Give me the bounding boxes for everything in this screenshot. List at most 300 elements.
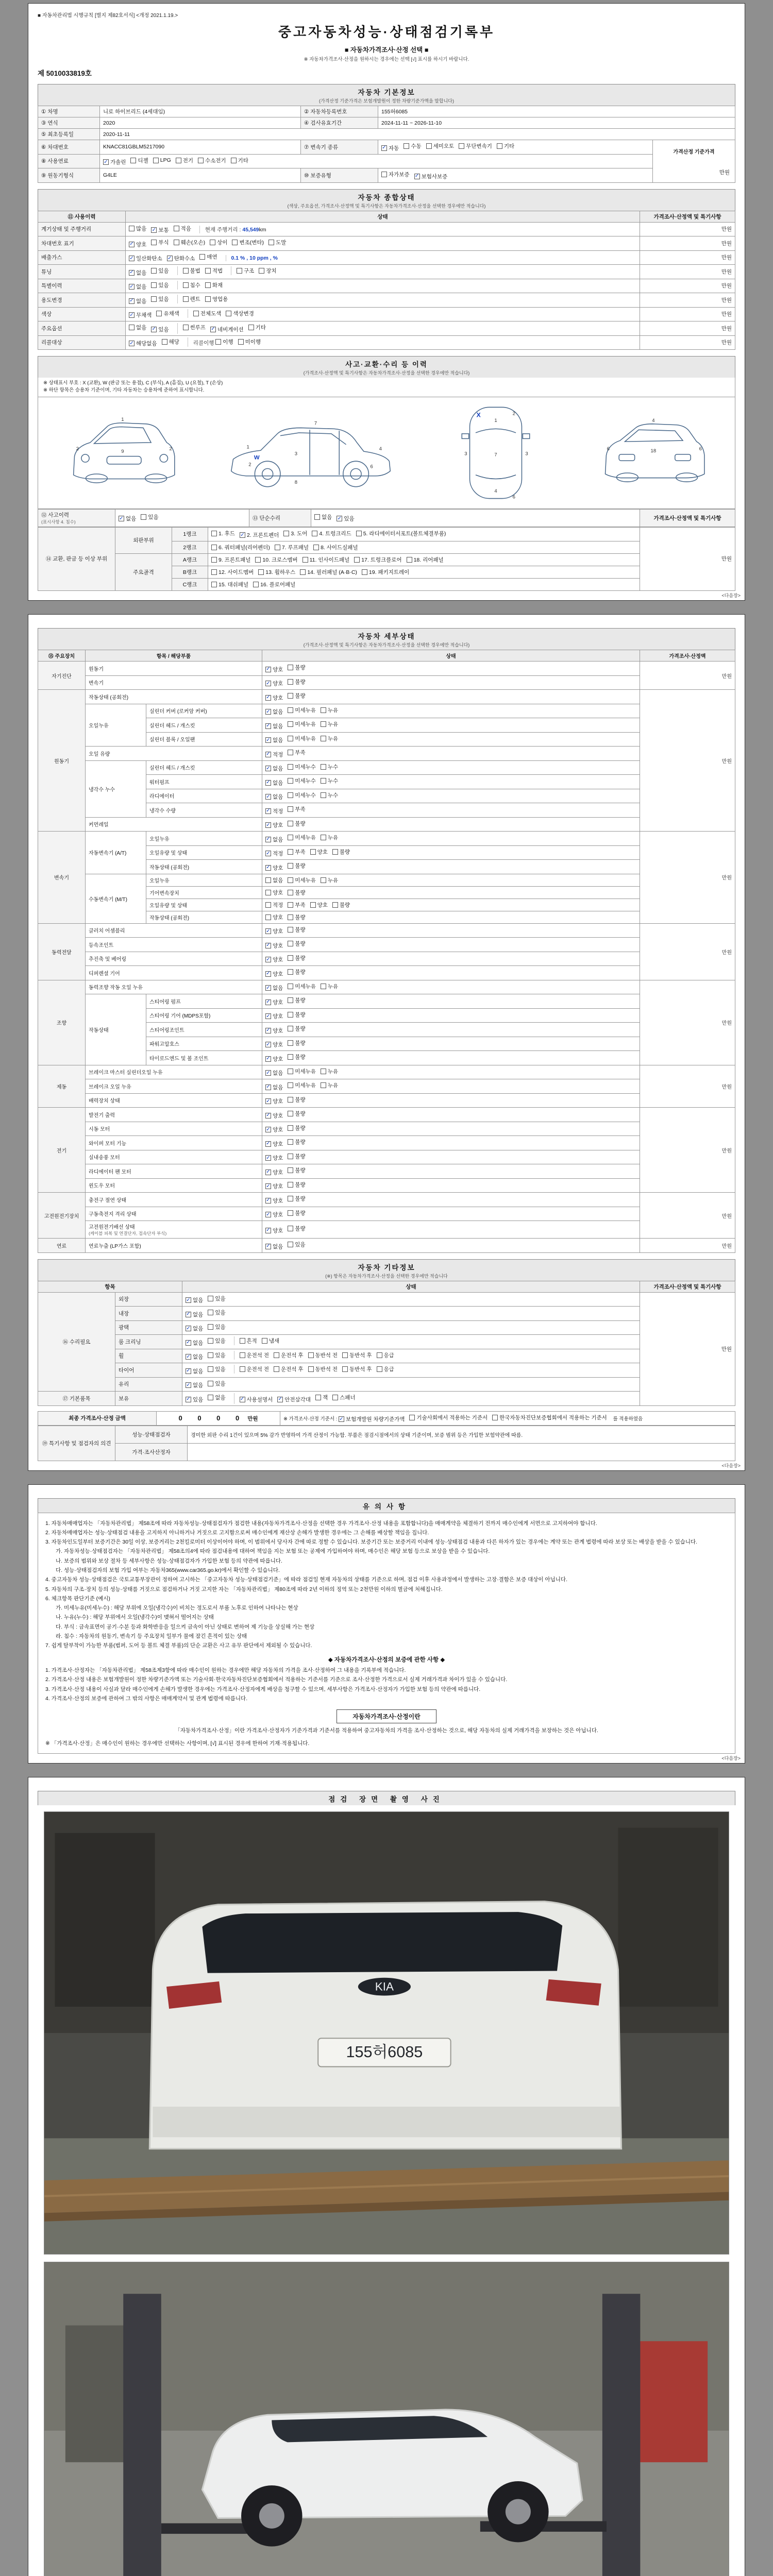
checkbox[interactable] xyxy=(274,1366,279,1372)
checkbox-option[interactable] xyxy=(129,225,146,232)
checkbox[interactable] xyxy=(288,955,293,961)
checkbox[interactable]: ✓ xyxy=(266,666,271,672)
checkbox-option[interactable] xyxy=(151,295,169,303)
checkbox-option[interactable] xyxy=(407,556,444,564)
checkbox[interactable]: ✓ xyxy=(337,515,342,521)
checkbox-option[interactable] xyxy=(288,820,305,827)
checkbox-option[interactable] xyxy=(259,267,276,275)
checkbox-option[interactable] xyxy=(119,515,136,522)
checkbox[interactable]: ✓ xyxy=(266,793,271,800)
checkbox[interactable]: ✓ xyxy=(266,1169,271,1175)
checkbox[interactable]: ✓ xyxy=(266,1056,271,1061)
checkbox-option[interactable] xyxy=(288,1039,305,1047)
checkbox[interactable]: ✓ xyxy=(129,340,134,346)
checkbox-option[interactable] xyxy=(237,267,254,275)
checkbox-option[interactable] xyxy=(310,901,328,909)
checkbox-option[interactable] xyxy=(497,142,514,150)
checkbox[interactable]: ✓ xyxy=(129,283,134,290)
checkbox[interactable] xyxy=(211,569,217,575)
checkbox[interactable] xyxy=(226,311,231,316)
checkbox-option[interactable] xyxy=(151,239,169,246)
checkbox-option[interactable] xyxy=(265,793,283,801)
checkbox[interactable] xyxy=(208,1395,213,1400)
checkbox[interactable] xyxy=(313,545,319,550)
checkbox-option[interactable] xyxy=(129,255,162,262)
checkbox-option[interactable] xyxy=(240,1396,273,1403)
checkbox[interactable] xyxy=(265,902,271,908)
checkbox[interactable]: ✓ xyxy=(339,1416,344,1422)
checkbox-option[interactable] xyxy=(211,556,250,564)
checkbox[interactable] xyxy=(288,821,293,826)
checkbox[interactable] xyxy=(288,1082,293,1088)
checkbox-option[interactable] xyxy=(265,1055,283,1063)
checkbox-option[interactable] xyxy=(208,1295,225,1302)
checkbox-option[interactable] xyxy=(377,1351,394,1359)
checkbox-option[interactable] xyxy=(268,239,286,246)
checkbox[interactable] xyxy=(174,240,179,245)
checkbox-option[interactable] xyxy=(288,1181,305,1189)
checkbox[interactable] xyxy=(288,679,293,685)
checkbox[interactable] xyxy=(321,721,326,727)
checkbox-option[interactable] xyxy=(129,269,146,277)
checkbox[interactable] xyxy=(232,240,238,245)
checkbox-option[interactable] xyxy=(265,807,283,815)
checkbox-option[interactable] xyxy=(265,722,283,730)
checkbox-option[interactable] xyxy=(288,763,316,771)
checkbox-option[interactable] xyxy=(288,876,316,884)
checkbox-option[interactable] xyxy=(321,763,338,771)
checkbox[interactable] xyxy=(208,1296,213,1301)
checkbox-option[interactable] xyxy=(288,862,305,870)
checkbox[interactable] xyxy=(492,1415,498,1420)
checkbox-option[interactable] xyxy=(176,157,193,164)
checkbox[interactable] xyxy=(288,927,293,933)
checkbox[interactable]: ✓ xyxy=(167,255,172,261)
checkbox[interactable] xyxy=(288,941,293,946)
checkbox[interactable] xyxy=(288,1182,293,1188)
checkbox[interactable] xyxy=(265,890,271,895)
checkbox-option[interactable] xyxy=(240,531,279,539)
checkbox-option[interactable] xyxy=(321,876,338,884)
checkbox[interactable]: ✓ xyxy=(186,1382,191,1388)
checkbox[interactable] xyxy=(354,557,360,563)
checkbox-option[interactable] xyxy=(288,720,316,728)
checkbox-option[interactable] xyxy=(288,678,305,686)
checkbox-option[interactable] xyxy=(288,735,316,742)
checkbox-option[interactable] xyxy=(288,1067,316,1075)
checkbox[interactable]: ✓ xyxy=(266,985,271,991)
checkbox-option[interactable] xyxy=(265,850,283,857)
checkbox[interactable] xyxy=(211,557,217,563)
checkbox[interactable] xyxy=(310,902,316,908)
checkbox[interactable] xyxy=(153,158,159,163)
checkbox[interactable] xyxy=(265,877,271,883)
checkbox-option[interactable] xyxy=(321,791,338,799)
checkbox-option[interactable] xyxy=(315,1394,328,1401)
checkbox-option[interactable] xyxy=(288,706,316,714)
checkbox-option[interactable] xyxy=(265,1182,283,1190)
checkbox-option[interactable] xyxy=(321,834,338,841)
checkbox-option[interactable] xyxy=(275,544,309,551)
checkbox-option[interactable] xyxy=(186,1381,203,1389)
checkbox[interactable] xyxy=(303,557,308,563)
checkbox-option[interactable] xyxy=(277,1396,311,1403)
checkbox-option[interactable] xyxy=(208,1323,225,1331)
checkbox[interactable] xyxy=(199,254,205,260)
checkbox-option[interactable] xyxy=(303,556,350,564)
checkbox[interactable] xyxy=(377,1366,382,1372)
checkbox[interactable] xyxy=(288,997,293,1003)
checkbox[interactable]: ✓ xyxy=(266,822,271,828)
checkbox-option[interactable] xyxy=(183,295,200,303)
checkbox[interactable] xyxy=(459,143,464,149)
checkbox[interactable] xyxy=(404,143,409,149)
checkbox-option[interactable] xyxy=(156,310,179,317)
checkbox[interactable] xyxy=(288,1097,293,1103)
checkbox[interactable] xyxy=(274,1352,279,1358)
checkbox[interactable] xyxy=(183,296,189,302)
checkbox[interactable]: ✓ xyxy=(266,1084,271,1090)
checkbox[interactable] xyxy=(315,1395,321,1400)
checkbox-option[interactable] xyxy=(186,1311,203,1318)
checkbox-option[interactable] xyxy=(265,970,283,978)
checkbox-option[interactable] xyxy=(332,848,350,856)
checkbox-option[interactable] xyxy=(321,777,338,785)
checkbox-option[interactable] xyxy=(153,157,171,163)
checkbox[interactable]: ✓ xyxy=(240,532,245,538)
checkbox-option[interactable] xyxy=(211,568,254,576)
checkbox[interactable]: ✓ xyxy=(266,1112,271,1118)
checkbox[interactable] xyxy=(288,778,293,784)
checkbox[interactable]: ✓ xyxy=(266,836,271,842)
checkbox[interactable] xyxy=(198,158,204,163)
checkbox-option[interactable] xyxy=(342,1365,372,1373)
checkbox-option[interactable] xyxy=(265,1227,283,1234)
checkbox[interactable] xyxy=(283,531,289,536)
checkbox[interactable]: ✓ xyxy=(266,723,271,728)
checkbox-option[interactable] xyxy=(199,253,217,261)
checkbox-option[interactable] xyxy=(288,926,305,934)
checkbox-option[interactable] xyxy=(288,1138,305,1146)
checkbox-option[interactable] xyxy=(265,1027,283,1035)
checkbox[interactable]: ✓ xyxy=(266,694,271,700)
checkbox-option[interactable] xyxy=(288,913,305,921)
checkbox[interactable] xyxy=(288,890,293,895)
checkbox-option[interactable] xyxy=(208,1394,225,1401)
checkbox-option[interactable] xyxy=(459,142,492,150)
checkbox-option[interactable] xyxy=(210,239,227,246)
checkbox[interactable] xyxy=(332,1395,338,1400)
checkbox-option[interactable] xyxy=(265,1211,283,1218)
checkbox-option[interactable] xyxy=(265,901,283,909)
checkbox[interactable] xyxy=(183,282,189,288)
checkbox[interactable]: ✓ xyxy=(129,255,134,261)
checkbox[interactable]: ✓ xyxy=(266,680,271,686)
checkbox[interactable] xyxy=(288,1139,293,1145)
checkbox-option[interactable] xyxy=(381,144,399,152)
checkbox-option[interactable] xyxy=(265,736,283,744)
checkbox-option[interactable] xyxy=(362,568,409,576)
checkbox[interactable]: ✓ xyxy=(266,1155,271,1161)
checkbox-option[interactable] xyxy=(321,706,338,714)
checkbox[interactable] xyxy=(308,1366,314,1372)
checkbox[interactable]: ✓ xyxy=(266,1141,271,1146)
checkbox-option[interactable] xyxy=(174,225,191,232)
checkbox[interactable]: ✓ xyxy=(119,515,124,521)
checkbox-option[interactable] xyxy=(288,968,305,976)
checkbox-option[interactable] xyxy=(226,310,254,317)
checkbox[interactable]: ✓ xyxy=(129,241,134,247)
checkbox-option[interactable] xyxy=(265,1140,283,1148)
checkbox[interactable]: ✓ xyxy=(129,269,134,275)
checkbox[interactable]: ✓ xyxy=(266,1126,271,1132)
checkbox-option[interactable] xyxy=(198,157,226,164)
checkbox-option[interactable] xyxy=(321,1081,338,1089)
checkbox[interactable] xyxy=(288,736,293,741)
checkbox-option[interactable] xyxy=(377,1365,394,1373)
checkbox[interactable]: ✓ xyxy=(266,971,271,976)
checkbox-option[interactable] xyxy=(288,791,316,799)
checkbox[interactable]: ✓ xyxy=(186,1340,191,1345)
checkbox[interactable] xyxy=(211,531,217,536)
checkbox[interactable]: ✓ xyxy=(278,1396,282,1402)
checkbox-option[interactable] xyxy=(186,1296,203,1304)
checkbox-option[interactable] xyxy=(265,876,283,884)
checkbox-option[interactable] xyxy=(314,513,332,521)
checkbox-option[interactable] xyxy=(129,324,146,331)
checkbox-option[interactable] xyxy=(288,889,305,896)
checkbox-option[interactable] xyxy=(103,158,126,166)
checkbox-option[interactable] xyxy=(265,956,283,963)
checkbox-option[interactable] xyxy=(265,1083,283,1091)
checkbox-option[interactable] xyxy=(288,901,305,909)
checkbox-option[interactable] xyxy=(265,1112,283,1120)
checkbox-option[interactable] xyxy=(211,581,248,588)
checkbox[interactable] xyxy=(151,296,157,302)
checkbox[interactable] xyxy=(321,764,326,770)
checkbox[interactable]: ✓ xyxy=(266,1027,271,1033)
checkbox[interactable] xyxy=(268,240,274,245)
checkbox-option[interactable] xyxy=(337,515,354,522)
checkbox-option[interactable] xyxy=(288,1053,305,1061)
checkbox-option[interactable] xyxy=(130,157,148,164)
checkbox-option[interactable] xyxy=(253,581,295,588)
checkbox-option[interactable] xyxy=(208,1337,225,1345)
checkbox[interactable]: ✓ xyxy=(186,1396,191,1402)
checkbox[interactable] xyxy=(253,582,259,587)
checkbox-option[interactable] xyxy=(414,173,448,180)
checkbox[interactable] xyxy=(288,1111,293,1116)
checkbox-option[interactable] xyxy=(205,267,223,275)
checkbox[interactable] xyxy=(288,721,293,727)
checkbox[interactable]: ✓ xyxy=(266,708,271,715)
checkbox[interactable] xyxy=(255,557,261,563)
checkbox-option[interactable] xyxy=(211,544,270,551)
checkbox-option[interactable] xyxy=(312,530,351,537)
checkbox[interactable] xyxy=(205,296,211,302)
checkbox[interactable]: ✓ xyxy=(186,1325,191,1331)
checkbox[interactable] xyxy=(156,311,162,316)
checkbox[interactable] xyxy=(288,1012,293,1018)
checkbox-option[interactable] xyxy=(265,864,283,872)
checkbox-option[interactable] xyxy=(265,1097,283,1105)
checkbox[interactable] xyxy=(409,1415,415,1420)
checkbox-option[interactable] xyxy=(288,982,316,990)
checkbox-option[interactable] xyxy=(321,735,338,742)
checkbox[interactable]: ✓ xyxy=(266,751,271,757)
checkbox-option[interactable] xyxy=(265,779,283,787)
checkbox-option[interactable] xyxy=(332,901,350,909)
checkbox[interactable]: ✓ xyxy=(266,928,271,934)
checkbox[interactable] xyxy=(288,1040,293,1046)
checkbox-option[interactable] xyxy=(265,708,283,716)
checkbox-option[interactable] xyxy=(288,1096,305,1104)
checkbox-option[interactable] xyxy=(288,848,305,856)
checkbox-option[interactable] xyxy=(288,1081,316,1089)
checkbox[interactable] xyxy=(407,557,412,563)
checkbox-option[interactable] xyxy=(129,297,146,305)
checkbox-option[interactable] xyxy=(265,765,283,772)
checkbox-option[interactable] xyxy=(283,530,307,537)
checkbox[interactable] xyxy=(288,1226,293,1231)
checkbox-option[interactable] xyxy=(288,805,305,813)
checkbox[interactable] xyxy=(426,143,432,149)
checkbox-option[interactable] xyxy=(265,1126,283,1133)
checkbox-option[interactable] xyxy=(300,568,357,576)
checkbox[interactable] xyxy=(141,514,146,520)
checkbox[interactable]: ✓ xyxy=(266,737,271,743)
checkbox[interactable] xyxy=(288,1196,293,1201)
checkbox[interactable]: ✓ xyxy=(266,1243,271,1249)
checkbox-option[interactable] xyxy=(151,326,169,333)
checkbox[interactable] xyxy=(288,1125,293,1131)
checkbox-option[interactable] xyxy=(174,239,206,246)
checkbox[interactable] xyxy=(321,984,326,989)
checkbox[interactable] xyxy=(497,143,502,149)
checkbox-option[interactable] xyxy=(186,1339,203,1347)
checkbox-option[interactable] xyxy=(265,942,283,950)
checkbox[interactable]: ✓ xyxy=(266,1098,271,1104)
checkbox-option[interactable] xyxy=(265,1041,283,1048)
checkbox[interactable]: ✓ xyxy=(186,1311,191,1317)
checkbox[interactable]: ✓ xyxy=(211,326,215,332)
checkbox[interactable]: ✓ xyxy=(266,1183,271,1189)
checkbox-option[interactable] xyxy=(240,1365,270,1373)
checkbox-option[interactable] xyxy=(183,281,200,289)
checkbox[interactable] xyxy=(288,1210,293,1216)
checkbox[interactable] xyxy=(151,240,157,245)
checkbox-option[interactable] xyxy=(265,836,283,843)
checkbox[interactable]: ✓ xyxy=(104,159,108,165)
checkbox[interactable] xyxy=(208,1366,213,1372)
checkbox-option[interactable] xyxy=(288,996,305,1004)
checkbox-option[interactable] xyxy=(288,1124,305,1132)
checkbox[interactable] xyxy=(381,172,387,177)
checkbox-option[interactable] xyxy=(354,556,401,564)
checkbox-option[interactable] xyxy=(186,1367,203,1375)
checkbox[interactable] xyxy=(342,1366,348,1372)
checkbox[interactable]: ✓ xyxy=(266,765,271,771)
checkbox-option[interactable] xyxy=(215,338,233,346)
checkbox-option[interactable] xyxy=(205,281,223,289)
checkbox[interactable] xyxy=(321,835,326,840)
checkbox-option[interactable] xyxy=(274,1365,304,1373)
checkbox-option[interactable] xyxy=(288,940,305,947)
checkbox[interactable] xyxy=(321,877,326,883)
checkbox[interactable] xyxy=(258,569,264,575)
checkbox-option[interactable] xyxy=(265,1069,283,1077)
checkbox[interactable] xyxy=(321,1069,326,1074)
checkbox-option[interactable] xyxy=(288,1225,305,1232)
checkbox[interactable] xyxy=(288,1167,293,1173)
checkbox[interactable] xyxy=(288,902,293,908)
checkbox[interactable] xyxy=(208,1352,213,1358)
checkbox-option[interactable] xyxy=(332,1394,355,1401)
checkbox-option[interactable] xyxy=(265,984,283,992)
checkbox[interactable] xyxy=(240,1338,245,1344)
checkbox[interactable] xyxy=(288,750,293,755)
checkbox[interactable]: ✓ xyxy=(266,1227,271,1233)
checkbox-option[interactable] xyxy=(288,954,305,962)
checkbox[interactable]: ✓ xyxy=(266,1041,271,1047)
checkbox-option[interactable] xyxy=(321,1067,338,1075)
checkbox-option[interactable] xyxy=(265,1154,283,1162)
checkbox-option[interactable] xyxy=(186,1325,203,1332)
checkbox-option[interactable] xyxy=(231,157,248,164)
checkbox[interactable]: ✓ xyxy=(414,173,419,179)
checkbox-option[interactable] xyxy=(288,1166,305,1174)
checkbox[interactable] xyxy=(129,226,135,231)
checkbox-option[interactable] xyxy=(310,848,328,856)
checkbox-option[interactable] xyxy=(265,680,283,687)
checkbox-option[interactable] xyxy=(248,324,266,331)
checkbox-option[interactable] xyxy=(265,998,283,1006)
checkbox[interactable] xyxy=(321,778,326,784)
checkbox-option[interactable] xyxy=(288,1153,305,1160)
checkbox[interactable] xyxy=(205,282,211,288)
checkbox-option[interactable] xyxy=(339,1415,405,1423)
checkbox-option[interactable] xyxy=(404,142,421,150)
checkbox[interactable]: ✓ xyxy=(382,145,386,150)
checkbox-option[interactable] xyxy=(193,310,222,317)
checkbox-option[interactable] xyxy=(151,226,169,234)
checkbox[interactable] xyxy=(183,325,189,330)
checkbox[interactable] xyxy=(208,1381,213,1386)
checkbox[interactable]: ✓ xyxy=(266,999,271,1005)
checkbox-option[interactable] xyxy=(208,1351,225,1359)
checkbox[interactable] xyxy=(321,1082,326,1088)
checkbox[interactable] xyxy=(211,545,217,550)
checkbox[interactable] xyxy=(288,1154,293,1159)
checkbox[interactable]: ✓ xyxy=(186,1353,191,1360)
checkbox-option[interactable] xyxy=(240,1351,270,1359)
checkbox-option[interactable] xyxy=(265,751,283,758)
checkbox[interactable]: ✓ xyxy=(152,326,156,332)
checkbox[interactable] xyxy=(288,792,293,798)
checkbox[interactable] xyxy=(356,531,362,536)
checkbox-option[interactable] xyxy=(265,821,283,829)
checkbox-option[interactable] xyxy=(129,311,152,319)
checkbox[interactable] xyxy=(176,158,181,163)
checkbox-option[interactable] xyxy=(288,1209,305,1217)
checkbox[interactable]: ✓ xyxy=(266,1197,271,1203)
checkbox[interactable] xyxy=(130,158,136,163)
checkbox-option[interactable] xyxy=(265,913,283,921)
checkbox-option[interactable] xyxy=(210,326,244,333)
checkbox-option[interactable] xyxy=(492,1414,607,1421)
checkbox[interactable] xyxy=(288,969,293,975)
checkbox[interactable] xyxy=(300,569,306,575)
